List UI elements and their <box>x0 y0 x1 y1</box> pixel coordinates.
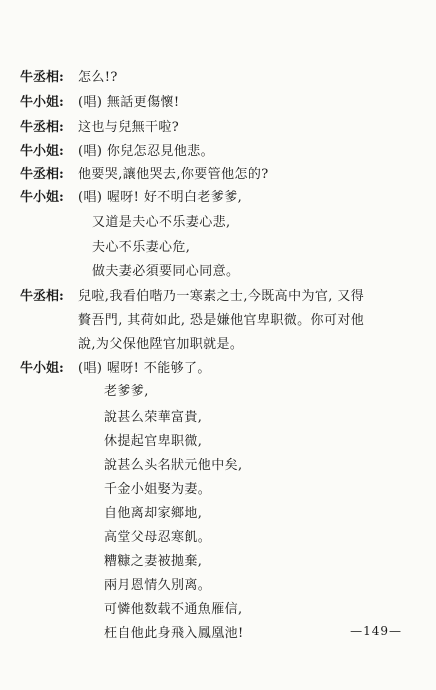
dialogue-text: 这也与兒無干啦? <box>78 120 180 135</box>
verse-line: 老爹爹, <box>104 384 149 399</box>
prose-continuation: 說,为父保他陞官加职就是。 <box>78 337 244 352</box>
dialogue-text: 他要哭,讓他哭去,你要管他怎的? <box>78 167 269 182</box>
verse-line: 休提起官卑职微, <box>104 434 203 449</box>
verse-line: 兩月恩情久別离。 <box>104 578 212 593</box>
dialogue-line <box>20 167 269 183</box>
prose-continuation: 贅吾門, 其荷如此, 恐是嫌他官卑职微。你可对他 <box>78 313 365 328</box>
verse-line: 說甚么荣華富貴, <box>104 410 203 425</box>
dialogue-line <box>20 144 214 160</box>
dialogue-text: (唱) 喔呀! 不能够了。 <box>78 361 211 376</box>
verse-line: 枉自他此身飛入鳳凰池! <box>104 626 244 641</box>
verse-line: 做夫妻必須要同心同意。 <box>92 264 240 279</box>
verse-line: 糟糠之妻被拋棄, <box>104 554 203 569</box>
speaker-label: 牛丞相: <box>20 120 64 135</box>
dialogue-line <box>20 190 242 206</box>
dialogue-line <box>20 70 118 86</box>
speaker-label: 牛小姐: <box>20 95 64 110</box>
speaker-label: 牛小姐: <box>20 144 64 159</box>
speaker-label: 牛丞相: <box>20 167 64 182</box>
verse-line: 可憐他数载不通魚雁信, <box>104 602 243 617</box>
dialogue-text: (唱) 喔呀! 好不明白老爹爹, <box>78 190 243 205</box>
dialogue-line <box>20 120 179 136</box>
dialogue-text: (唱) 你兒怎忍見他悲。 <box>78 144 215 159</box>
verse-line: 高堂父母忍寒飢。 <box>104 530 212 545</box>
dialogue-text: 怎么!? <box>78 70 118 85</box>
speaker-label: 牛小姐: <box>20 361 64 376</box>
speaker-label: 牛小姐: <box>20 190 64 205</box>
verse-line: 自他离却家鄉地, <box>104 506 203 521</box>
verse-line: 千金小姐娶为妻。 <box>104 482 212 497</box>
verse-line: 夫心不乐妻心危, <box>92 240 191 255</box>
speaker-label: 牛丞相: <box>20 289 64 304</box>
dialogue-text: 兒啦,我看伯喈乃一寒素之士,今既高中为官, 又得 <box>78 289 365 304</box>
speaker-label: 牛丞相: <box>20 70 64 85</box>
page-number: —149— <box>350 624 402 638</box>
dialogue-text: (唱) 無話更傷懷! <box>78 95 180 110</box>
verse-line: 又道是夫心不乐妻心悲, <box>92 215 231 230</box>
dialogue-line <box>20 361 211 377</box>
dialogue-line <box>20 289 364 305</box>
dialogue-line <box>20 95 180 111</box>
verse-line: 說甚么头名狀元他中矣, <box>104 458 243 473</box>
